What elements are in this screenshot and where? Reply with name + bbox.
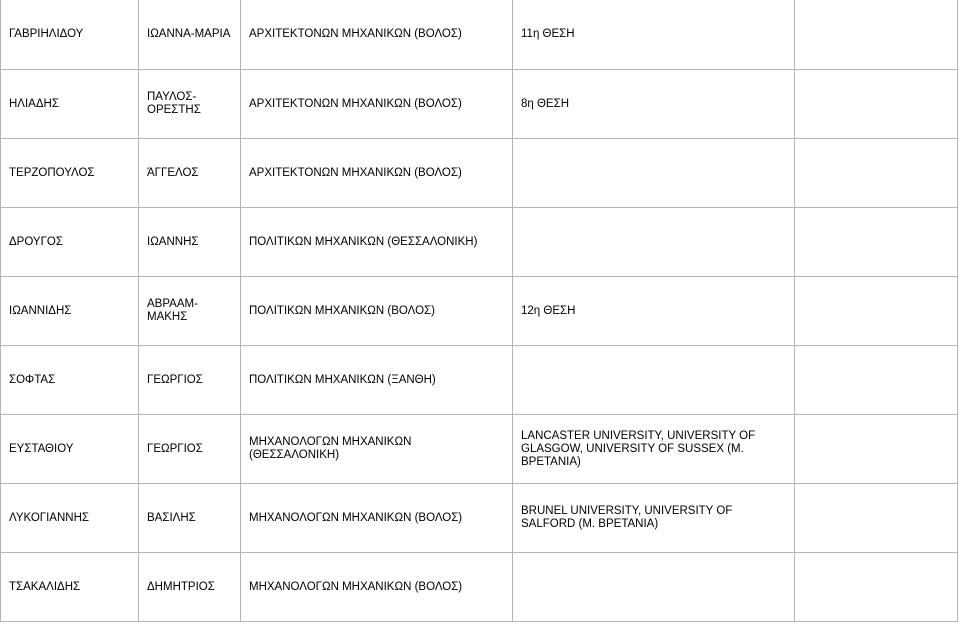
surname-cell: ΕΥΣΤΑΘΙΟΥ xyxy=(1,415,139,484)
department-cell: ΑΡΧΙΤΕΚΤΟΝΩΝ ΜΗΧΑΝΙΚΩΝ (ΒΟΛΟΣ) xyxy=(241,139,513,208)
extra-cell xyxy=(795,208,958,277)
result-cell xyxy=(513,346,795,415)
table-row xyxy=(1,553,958,622)
department-cell: ΑΡΧΙΤΕΚΤΟΝΩΝ ΜΗΧΑΝΙΚΩΝ (ΒΟΛΟΣ) xyxy=(241,70,513,139)
table-row xyxy=(1,70,958,139)
firstname-cell: ΑΒΡΑΑΜ-ΜΑΚΗΣ xyxy=(139,277,241,346)
firstname-cell: ΙΩΑΝΝΗΣ xyxy=(139,208,241,277)
extra-cell xyxy=(795,70,958,139)
firstname-cell: ΒΑΣΙΛΗΣ xyxy=(139,484,241,553)
surname-cell: ΔΡΟΥΓΟΣ xyxy=(1,208,139,277)
extra-cell xyxy=(795,553,958,622)
table-row xyxy=(1,484,958,553)
department-cell: ΠΟΛΙΤΙΚΩΝ ΜΗΧΑΝΙΚΩΝ (ΞΑΝΘΗ) xyxy=(241,346,513,415)
surname-cell: ΗΛΙΑΔΗΣ xyxy=(1,70,139,139)
department-cell: ΜΗΧΑΝΟΛΟΓΩΝ ΜΗΧΑΝΙΚΩΝ (ΘΕΣΣΑΛΟΝΙΚΗ) xyxy=(241,415,513,484)
extra-cell xyxy=(795,0,958,70)
table-row xyxy=(1,346,958,415)
firstname-cell: ΔΗΜΗΤΡΙΟΣ xyxy=(139,553,241,622)
department-cell: ΑΡΧΙΤΕΚΤΟΝΩΝ ΜΗΧΑΝΙΚΩΝ (ΒΟΛΟΣ) xyxy=(241,0,513,70)
table-row xyxy=(1,208,958,277)
department-cell: ΠΟΛΙΤΙΚΩΝ ΜΗΧΑΝΙΚΩΝ (ΒΟΛΟΣ) xyxy=(241,277,513,346)
department-cell: ΠΟΛΙΤΙΚΩΝ ΜΗΧΑΝΙΚΩΝ (ΘΕΣΣΑΛΟΝΙΚΗ) xyxy=(241,208,513,277)
surname-cell: ΤΕΡΖΟΠΟΥΛΟΣ xyxy=(1,139,139,208)
extra-cell xyxy=(795,277,958,346)
surname-cell: ΓΑΒΡΙΗΛΙΔΟΥ xyxy=(1,0,139,70)
extra-cell xyxy=(795,139,958,208)
table-row xyxy=(1,277,958,346)
result-cell: LANCASTER UNIVERSITY, UNIVERSITY OF GLASGOW, UNIVERSITY OF SUSSEX (Μ. ΒΡΕΤΑΝΙΑ) xyxy=(513,415,795,484)
table-row xyxy=(1,415,958,484)
extra-cell xyxy=(795,484,958,553)
firstname-cell: ΓΕΩΡΓΙΟΣ xyxy=(139,415,241,484)
result-cell xyxy=(513,553,795,622)
extra-cell xyxy=(795,415,958,484)
surname-cell: ΤΣΑΚΑΛΙΔΗΣ xyxy=(1,553,139,622)
result-cell xyxy=(513,208,795,277)
result-cell: 8η ΘΕΣΗ xyxy=(513,70,795,139)
result-cell: 11η ΘΕΣΗ xyxy=(513,0,795,70)
department-cell: ΜΗΧΑΝΟΛΟΓΩΝ ΜΗΧΑΝΙΚΩΝ (ΒΟΛΟΣ) xyxy=(241,553,513,622)
result-cell: BRUNEL UNIVERSITY, UNIVERSITY OF SALFORD (Μ. ΒΡΕΤΑΝΙΑ) xyxy=(513,484,795,553)
surname-cell: ΙΩΑΝΝΙΔΗΣ xyxy=(1,277,139,346)
surname-cell: ΛΥΚΟΓΙΑΝΝΗΣ xyxy=(1,484,139,553)
table-row xyxy=(1,139,958,208)
result-cell: 12η ΘΕΣΗ xyxy=(513,277,795,346)
surname-cell: ΣΟΦΤΑΣ xyxy=(1,346,139,415)
firstname-cell: ΓΕΩΡΓΙΟΣ xyxy=(139,346,241,415)
extra-cell xyxy=(795,346,958,415)
result-cell xyxy=(513,139,795,208)
firstname-cell: ΙΩΑΝΝΑ-ΜΑΡΙΑ xyxy=(139,0,241,70)
firstname-cell: ΆΓΓΕΛΟΣ xyxy=(139,139,241,208)
table-row xyxy=(1,0,958,70)
department-cell: ΜΗΧΑΝΟΛΟΓΩΝ ΜΗΧΑΝΙΚΩΝ (ΒΟΛΟΣ) xyxy=(241,484,513,553)
firstname-cell: ΠΑΥΛΟΣ-ΟΡΕΣΤΗΣ xyxy=(139,70,241,139)
